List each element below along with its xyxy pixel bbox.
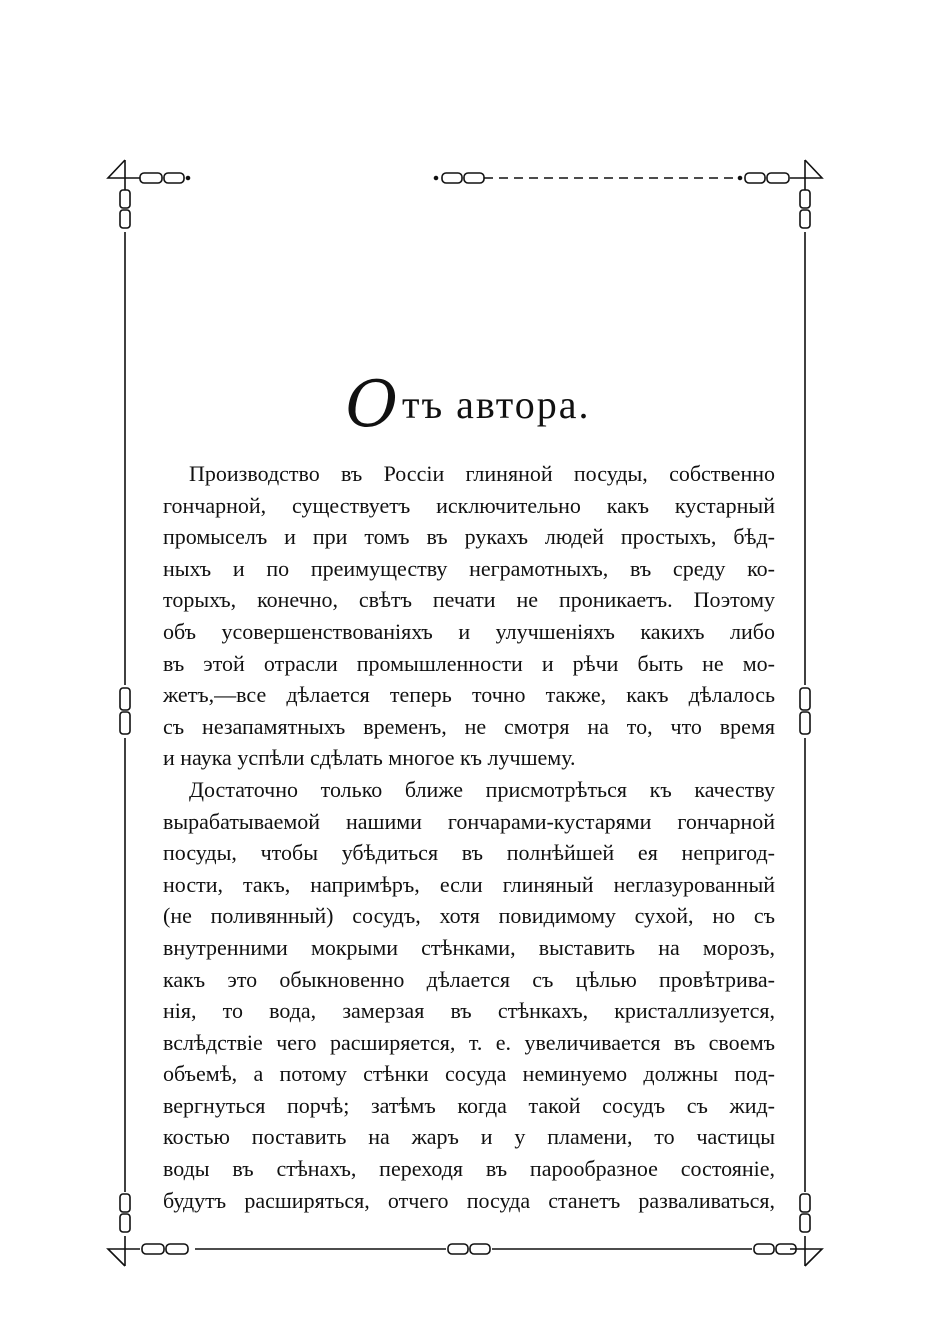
text-line: торыхъ, конечно, свѣтъ печати не проникаетъ. Поэтому (163, 587, 775, 613)
text-line: вергнуться порчѣ; затѣмъ когда такой сосудъ съ жид- (163, 1092, 775, 1118)
scroll-ornament-icon-top-left (140, 173, 190, 183)
scroll-ornament-icon-bottom-center (448, 1244, 490, 1254)
triangle-corner-icon-bottom-right (790, 1236, 822, 1266)
text-line: и наука успѣли сдѣлать многое къ лучшему. (163, 745, 576, 771)
scroll-ornament-icon-bottom-right (754, 1244, 796, 1254)
text-line: жетъ,—все дѣлается теперь точно также, какъ дѣлалось (163, 682, 775, 708)
text-line: ности, такъ, напримѣръ, если глиняный неглазурованный (163, 871, 775, 897)
text-line: посуды, чтобы убѣдиться въ полнѣйшей ея непригод- (163, 840, 775, 866)
text-line: ныхъ и по преимуществу неграмотныхъ, въ среду ко- (163, 555, 775, 581)
text-line: съ незапамятныхъ временъ, не смотря на то, что время (163, 713, 775, 739)
column-ornament-icon-right-top (800, 190, 810, 228)
text-line: вслѣдствіе чего расширяется, т. е. увеличивается въ своемъ (163, 1029, 775, 1055)
text-line: промыселъ и при томъ въ рукахъ людей простыхъ, бѣд- (163, 524, 775, 550)
text-line: (не поливянный) сосудъ, хотя повидимому сухой, но съ (163, 903, 775, 929)
text-line: нія, то вода, замерзая въ стѣнкахъ, кристаллизуется, (163, 998, 775, 1024)
text-line: какъ это обыкновенно дѣлается съ цѣлью провѣтрива- (163, 966, 775, 992)
text-line: Достаточно только ближе присмотрѣться къ качеству (189, 776, 775, 802)
text-line: въ этой отрасли промышленности и рѣчи быть не мо- (163, 650, 775, 676)
text-line: костью поставить на жаръ и у пламени, то частицы (163, 1124, 775, 1150)
heading-initial: О (345, 368, 400, 442)
paragraph-2 (163, 774, 775, 1216)
heading-rest: тъ автора. (401, 382, 591, 427)
text-line: вырабатываемой нашими гончарами-кустарями гончарной (163, 808, 775, 834)
scroll-ornament-icon-top-center (435, 173, 485, 183)
text-line: гончарной, существуетъ исключительно какъ кустарный (163, 492, 775, 518)
page-heading (0, 368, 936, 442)
column-ornament-icon-right-bottom (800, 1194, 810, 1232)
triangle-corner-icon-bottom-left (108, 1236, 140, 1266)
triangle-corner-icon-top-left (108, 160, 140, 190)
text-line: внутренними мокрыми стѣнками, выставить на морозъ, (163, 934, 775, 960)
column-ornament-icon-left-middle (120, 688, 130, 734)
column-ornament-icon-right-middle (800, 688, 810, 734)
text-line: объемѣ, а потому стѣнки сосуда неминуемо должны под- (163, 1061, 775, 1087)
scroll-ornament-icon-top-right (739, 173, 790, 183)
column-ornament-icon-left-top (120, 190, 130, 228)
body-text (163, 458, 775, 1216)
column-ornament-icon-left-bottom (120, 1194, 130, 1232)
text-line: будутъ расширяться, отчего посуда станетъ разваливаться, (163, 1187, 775, 1213)
text-line: объ усовершенствованіяхъ и улучшеніяхъ какихъ либо (163, 618, 775, 644)
text-line: воды въ стѣнахъ, переходя въ парообразное состояніе, (163, 1156, 775, 1182)
paragraph-1 (163, 458, 775, 774)
triangle-corner-icon-top-right (790, 160, 822, 190)
scroll-ornament-icon-bottom-left (142, 1244, 188, 1254)
text-line: Производство въ Россіи глиняной посуды, собственно (189, 461, 775, 486)
